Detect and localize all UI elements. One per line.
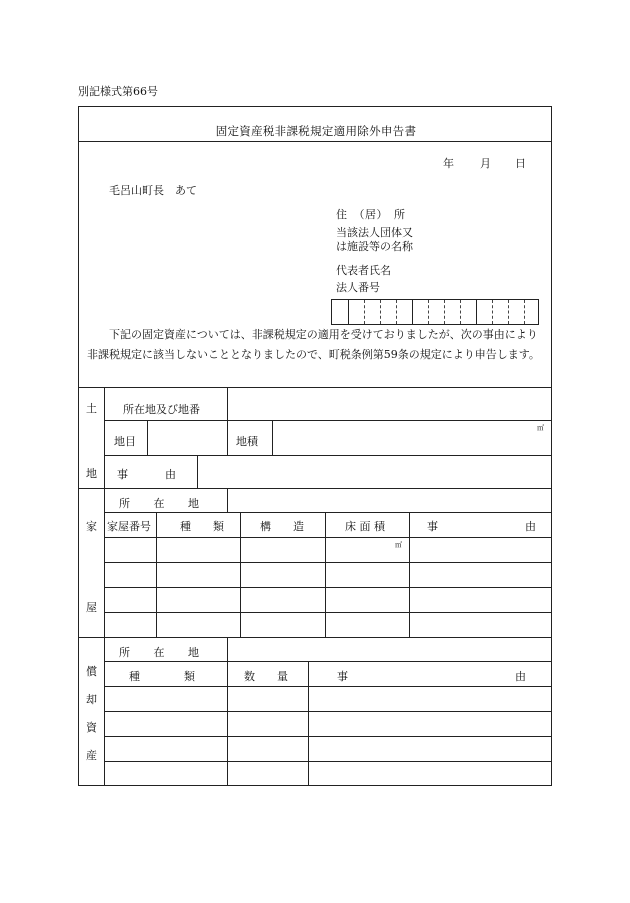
date-year[interactable]: 年 — [443, 157, 454, 170]
date-month[interactable]: 月 — [480, 157, 491, 170]
divider — [272, 420, 273, 455]
asset-col-quantity: 数 量 — [244, 670, 288, 683]
land-side-top: 土 — [86, 402, 97, 415]
form-title: 固定資産税非課税規定適用除外申告書 — [215, 124, 417, 138]
form-number: 別記様式第66号 — [78, 85, 158, 98]
divider — [104, 512, 551, 513]
corporate-number-boxes[interactable] — [331, 299, 539, 325]
land-reason-label: 事 由 — [117, 468, 177, 481]
divider — [104, 711, 551, 712]
address-label: 住 （居） 所 — [336, 208, 406, 221]
divider — [104, 761, 551, 762]
declaration-form — [78, 106, 552, 786]
land-side-bottom: 地 — [86, 467, 97, 480]
divider — [308, 661, 309, 786]
divider — [325, 512, 326, 637]
house-col-reason-start: 事 — [427, 520, 438, 533]
house-col-structure: 構 造 — [260, 520, 304, 533]
org-label-line1: 当該法人団体又 — [336, 226, 413, 239]
divider — [409, 512, 410, 637]
divider — [104, 587, 551, 588]
divider — [104, 661, 551, 662]
divider — [156, 512, 157, 637]
house-side-bottom: 屋 — [86, 601, 97, 614]
asset-col-reason-start: 事 — [337, 670, 348, 683]
divider — [104, 612, 551, 613]
asset-location-label: 所 在 地 — [119, 646, 200, 659]
house-location-label: 所 在 地 — [119, 497, 200, 510]
house-col-number: 家屋番号 — [107, 520, 151, 533]
divider — [104, 736, 551, 737]
divider — [79, 387, 551, 388]
asset-side-1: 償 — [86, 665, 97, 678]
divider — [227, 387, 228, 420]
divider — [227, 420, 228, 455]
land-location-label: 所在地及び地番 — [123, 403, 200, 416]
divider — [79, 488, 551, 489]
asset-col-reason-end: 由 — [515, 670, 526, 683]
house-col-type: 種 類 — [180, 520, 224, 533]
divider — [104, 420, 551, 421]
divider — [227, 488, 228, 512]
date-day[interactable]: 日 — [515, 157, 526, 170]
divider — [227, 661, 228, 786]
house-side-top: 家 — [86, 520, 97, 533]
land-category-label: 地目 — [114, 435, 136, 448]
asset-side-2: 却 — [86, 693, 97, 706]
representative-label: 代表者氏名 — [336, 264, 391, 277]
org-label-line2: は施設等の名称 — [336, 240, 413, 253]
land-area-label: 地積 — [236, 435, 258, 448]
divider — [104, 686, 551, 687]
divider — [79, 141, 551, 142]
land-area-unit: ㎡ — [537, 424, 544, 432]
divider — [104, 387, 105, 488]
house-area-unit: ㎡ — [395, 541, 402, 549]
house-col-reason-end: 由 — [525, 520, 536, 533]
divider — [104, 562, 551, 563]
divider — [79, 637, 551, 638]
asset-side-3: 資 — [86, 721, 97, 734]
declaration-text: 下記の固定資産については、非課税規定の適用を受けておりましたが、次の事由により非課税規定に該当しないこととなりましたので、町税条例第59条の規定により申告します。 — [87, 328, 540, 361]
divider — [197, 455, 198, 488]
addressee: 毛呂山町長 あて — [109, 184, 197, 197]
corporate-number-label: 法人番号 — [336, 281, 380, 294]
house-col-floor-area: 床 面 積 — [345, 520, 385, 533]
asset-side-4: 産 — [86, 749, 97, 762]
divider — [104, 455, 551, 456]
divider — [240, 512, 241, 637]
asset-col-type: 種 類 — [129, 670, 195, 683]
divider — [147, 420, 148, 455]
divider — [104, 537, 551, 538]
divider — [227, 637, 228, 661]
